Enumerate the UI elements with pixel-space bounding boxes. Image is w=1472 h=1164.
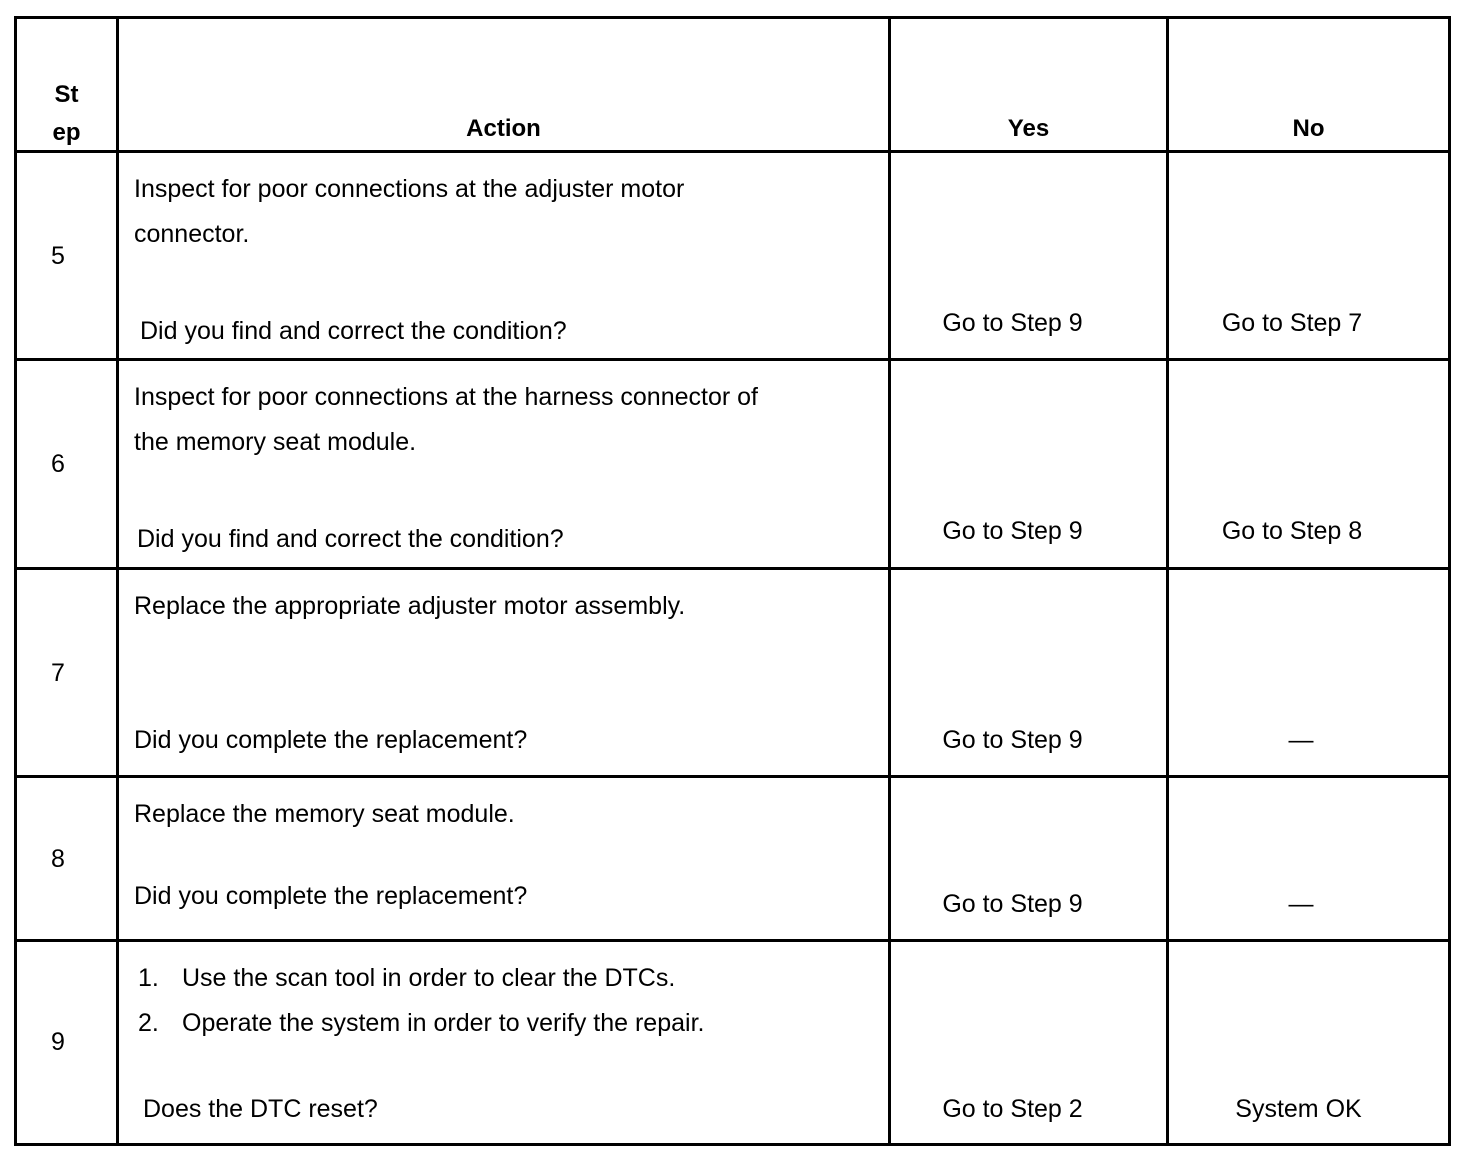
question-text: Does the DTC reset? xyxy=(143,1095,378,1123)
header-action: Action xyxy=(466,115,541,142)
list-text: Operate the system in order to verify the repair. xyxy=(182,1009,705,1037)
header-step-line2: ep xyxy=(52,119,81,146)
table-border-right xyxy=(1448,16,1451,1146)
yes-result: Go to Step 9 xyxy=(942,726,1083,754)
question-text: Did you complete the replacement? xyxy=(134,882,528,910)
step-number: 8 xyxy=(51,845,65,873)
row-divider xyxy=(14,358,1451,361)
question-text: Did you complete the replacement? xyxy=(134,726,528,754)
table-border-left xyxy=(14,16,17,1146)
step-number: 6 xyxy=(51,450,65,478)
row-divider xyxy=(14,775,1451,778)
no-result: Go to Step 7 xyxy=(1221,309,1363,337)
step-number: 7 xyxy=(51,659,65,687)
header-step xyxy=(17,76,116,152)
column-divider xyxy=(116,16,119,1146)
no-result: System OK xyxy=(1235,1095,1362,1123)
header-divider xyxy=(14,150,1451,153)
action-text: Replace the appropriate adjuster motor assembly. xyxy=(134,592,686,620)
yes-result: Go to Step 2 xyxy=(942,1095,1083,1123)
action-text: Inspect for poor connections at the adjuster motor xyxy=(134,175,685,203)
action-text: Inspect for poor connections at the harness connector of xyxy=(134,383,758,411)
table-border-top xyxy=(14,16,1451,19)
step-number: 9 xyxy=(51,1028,65,1056)
table-border-bottom xyxy=(14,1143,1451,1146)
action-text: Replace the memory seat module. xyxy=(134,800,515,828)
no-result: — xyxy=(1288,726,1314,754)
action-text: the memory seat module. xyxy=(134,428,417,456)
no-result: — xyxy=(1288,890,1314,918)
yes-result: Go to Step 9 xyxy=(942,890,1083,918)
column-divider xyxy=(1166,16,1169,1146)
list-number: 1. xyxy=(138,964,159,992)
row-divider xyxy=(14,567,1451,570)
no-result: Go to Step 8 xyxy=(1221,517,1363,545)
action-text: connector. xyxy=(134,220,250,248)
list-text: Use the scan tool in order to clear the DTCs. xyxy=(182,964,676,992)
yes-result: Go to Step 9 xyxy=(942,309,1083,337)
column-divider xyxy=(888,16,891,1146)
header-step-line1: St xyxy=(54,81,79,108)
step-number: 5 xyxy=(51,242,65,270)
header-yes: Yes xyxy=(1007,115,1050,142)
list-number: 2. xyxy=(138,1009,159,1037)
yes-result: Go to Step 9 xyxy=(942,517,1083,545)
question-text: Did you find and correct the condition? xyxy=(140,317,567,345)
question-text: Did you find and correct the condition? xyxy=(137,525,564,553)
row-divider xyxy=(14,939,1451,942)
header-no: No xyxy=(1292,115,1325,142)
